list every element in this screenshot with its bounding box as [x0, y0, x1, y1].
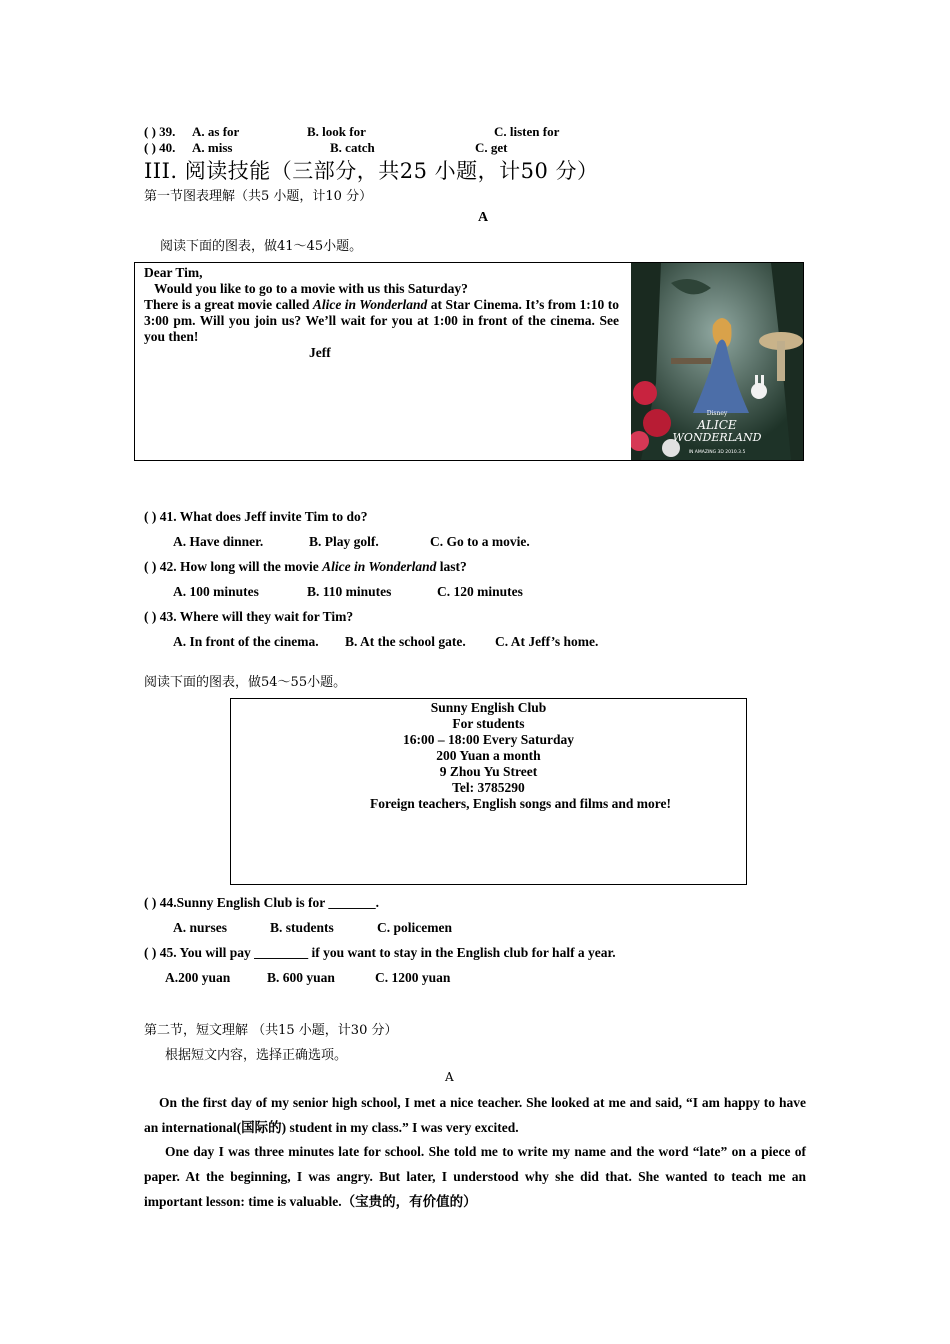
cloze-40-option-a: A. miss [192, 140, 233, 155]
q41-stem [144, 509, 368, 525]
cloze-40-option-c: C. get [475, 140, 508, 155]
cloze-39-option-a: A. as for [192, 124, 240, 139]
letter-movie-title: Alice in Wonderland [312, 297, 428, 312]
letter-box [134, 262, 804, 461]
part2-title: 第二节，短文理解 （共15 小题，计30 分） [144, 1023, 398, 1038]
passage-letter-2: A [445, 1070, 454, 1084]
poster-brand: Disney [706, 410, 728, 417]
cloze-40-option-b: B. catch [330, 140, 375, 155]
club-audience: For students [452, 716, 525, 731]
letter-greeting: Dear Tim, [144, 265, 203, 280]
poster-illustration [631, 263, 803, 460]
q42-number: ( ) 42. [144, 559, 177, 574]
club-tel: Tel: 3785290 [452, 780, 525, 795]
q41-option-a: A. Have dinner. [173, 534, 264, 549]
club-extra: Foreign teachers, English songs and films and more! [369, 796, 672, 811]
instruction-3: 根据短文内容，选择正确选项。 [165, 1048, 348, 1063]
cloze-39-option-b: B. look for [307, 124, 366, 139]
letter-text [144, 265, 619, 361]
q45-option-b: B. 600 yuan [267, 970, 335, 985]
club-name: Sunny English Club [430, 700, 547, 715]
q43-option-b: B. At the school gate. [345, 634, 466, 649]
club-time: 16:00 – 18:00 Every Saturday [403, 732, 574, 747]
q43-option-a: A. In front of the cinema. [173, 634, 319, 649]
q41-number: ( ) 41. [144, 509, 177, 524]
q41-option-c: C. Go to a movie. [430, 534, 530, 549]
cloze-40-number: ( ) 40. [144, 140, 176, 155]
poster-title-line2: WONDERLAND [672, 431, 762, 444]
letter-body-pre: There is a great movie called [144, 297, 313, 312]
q42-stem [144, 559, 467, 575]
passage-paragraph-2: One day I was three minutes late for school. She told me to write my name and the word “late” on a piece of paper. At the beginning, I was angry. But later, I understood why she did that. She wanted to teach me an important lesson: time is valuable.（宝贵的，有价值的） [144, 1144, 806, 1209]
q44-stem [144, 895, 379, 911]
q42-option-b: B. 110 minutes [307, 584, 392, 599]
q43-option-c: C. At Jeff’s home. [495, 634, 599, 649]
q45-stem [144, 945, 616, 961]
part1-title: 第一节图表理解（共5 小题，计10 分） [144, 189, 373, 204]
movie-poster [631, 263, 803, 460]
q44-option-a: A. nurses [173, 920, 228, 935]
q42-option-a: A. 100 minutes [173, 584, 259, 599]
q44-number: ( ) 44. [144, 895, 177, 910]
section-title: III. 阅读技能（三部分，共25 小题，计50 分） [144, 159, 599, 183]
q45-number: ( ) 45. [144, 945, 177, 960]
letter-signature: Jeff [309, 345, 331, 360]
club-notice [230, 698, 747, 885]
q44-text: Sunny English Club is for _______. [176, 895, 379, 910]
passage-paragraph-1: On the first day of my senior high school, I met a nice teacher. She looked at me and said, “I am happy to have an international(国际的) student in my class.” I was very excited. [144, 1095, 806, 1135]
cloze-39-option-c: C. listen for [494, 124, 560, 139]
poster-title-line1: ALICE [697, 418, 737, 432]
passage-letter: A [478, 210, 489, 225]
letter-body-post: at Star Cinema. It’s from 1:10 to 3:00 pm. Will you join us? We’ll wait for you at 1:00 in front of the cinema. See you then! [144, 297, 619, 344]
club-price: 200 Yuan a month [436, 748, 541, 763]
q45-option-c: C. 1200 yuan [375, 970, 451, 985]
q42-option-c: C. 120 minutes [437, 584, 523, 599]
q41-option-b: B. Play golf. [309, 534, 379, 549]
instruction-2: 阅读下面的图表，做54～55小题。 [144, 675, 347, 690]
q41-text: What does Jeff invite Tim to do? [179, 509, 368, 524]
q44-option-b: B. students [270, 920, 334, 935]
q43-text: Where will they wait for Tim? [179, 609, 354, 624]
q45-option-a: A.200 yuan [165, 970, 231, 985]
q43-number: ( ) 43. [144, 609, 177, 624]
cloze-39-number: ( ) 39. [144, 124, 176, 139]
letter-body [144, 297, 619, 345]
q45-text: You will pay ________ if you want to stay in the English club for half a year. [179, 945, 616, 960]
q43-stem [144, 609, 353, 625]
q42-text-pre: How long will the movie [180, 559, 323, 574]
q44-option-c: C. policemen [377, 920, 452, 935]
q42-text-post: last? [436, 559, 467, 574]
letter-line1: Would you like to go to a movie with us this Saturday? [154, 281, 468, 296]
poster-date: IN AMAZING 3D 2010.3.5 [688, 450, 746, 455]
club-address: 9 Zhou Yu Street [439, 764, 538, 779]
q42-movie-title: Alice in Wonderland [322, 559, 437, 574]
instruction: 阅读下面的图表，做41～45小题。 [160, 239, 363, 254]
